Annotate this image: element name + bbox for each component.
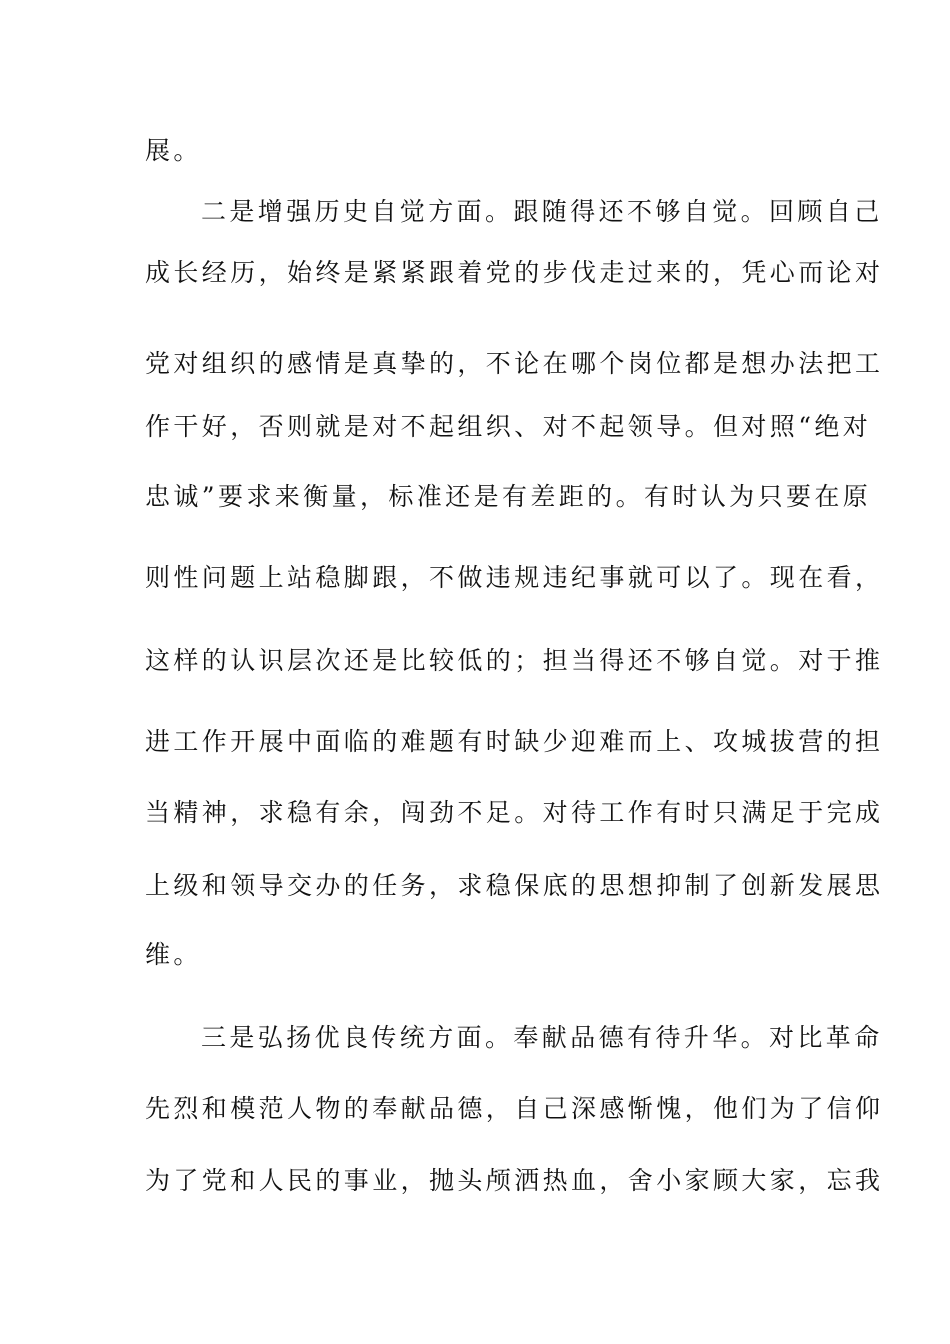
text-line: 为了党和人民的事业，抛头颅洒热血，舍小家顾大家，忘我: [145, 1166, 884, 1195]
text-line: 进工作开展中面临的难题有时缺少迎难而上、攻城拔营的担: [145, 727, 884, 756]
paragraph-start-line: 二是增强历史自觉方面。跟随得还不够自觉。回顾自己: [201, 197, 883, 226]
text-line: 忠诚”要求来衡量，标准还是有差距的。有时认为只要在原: [145, 482, 872, 511]
text-line: 上级和领导交办的任务，求稳保底的思想抑制了创新发展思: [145, 871, 884, 900]
text-line: 则性问题上站稳脚跟，不做违规违纪事就可以了。现在看，: [145, 563, 884, 592]
text-line: 当精神，求稳有余，闯劲不足。对待工作有时只满足于完成: [145, 798, 884, 827]
text-line: 展。: [145, 136, 202, 165]
text-line: 先烈和模范人物的奉献品德，自己深感惭愧，他们为了信仰: [145, 1094, 884, 1123]
text-line: 作干好，否则就是对不起组织、对不起领导。但对照“绝对: [145, 412, 872, 441]
text-line: 维。: [145, 940, 202, 969]
text-line: 党对组织的感情是真挚的，不论在哪个岗位都是想办法把工: [145, 349, 884, 378]
paragraph-start-line: 三是弘扬优良传统方面。奉献品德有待升华。对比革命: [201, 1023, 883, 1052]
text-line: 成长经历，始终是紧紧跟着党的步伐走过来的，凭心而论对: [145, 258, 884, 287]
text-line: 这样的认识层次还是比较低的；担当得还不够自觉。对于推: [145, 646, 884, 675]
